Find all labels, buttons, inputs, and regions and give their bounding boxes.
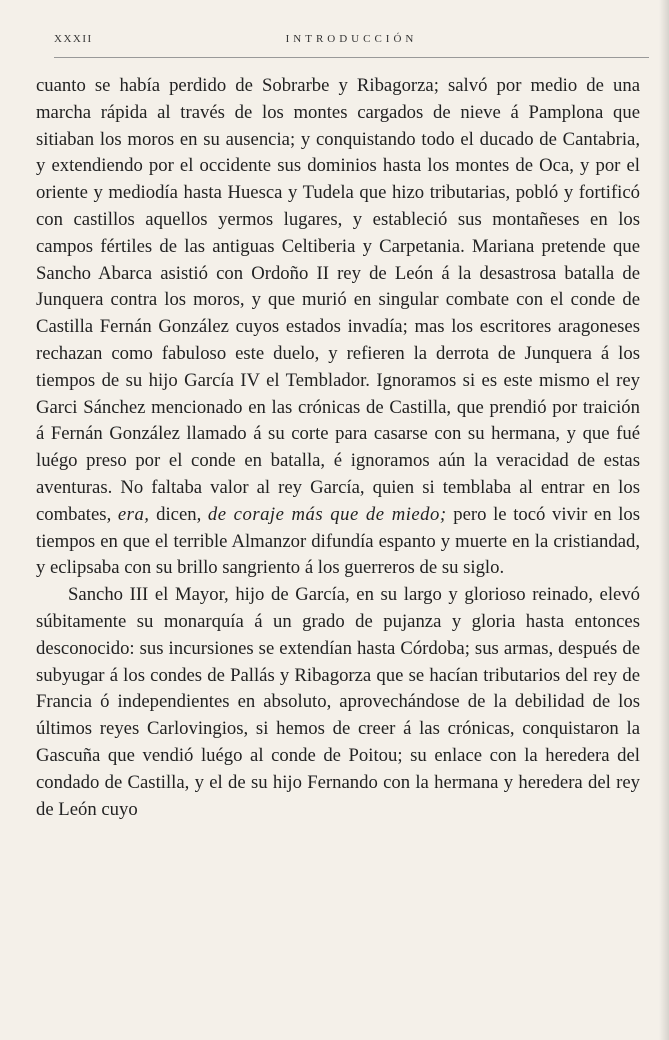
header-rule [54,57,649,58]
paragraph-1 [36,73,640,582]
page-number: XXXII [54,33,93,45]
paragraph-1-text-c: pero le tocó vivir en los tiempos en que el terrible Almanzor difundía espanto y muerte en la cristiandad, y eclipsaba con su brillo sangriento á los guerreros de su siglo. [36,503,641,579]
running-title: INTRODUCCIÓN [285,33,418,45]
italic-phrase-era: era, [117,503,150,525]
paragraph-2: Sancho III el Mayor, hijo de García, en su largo y glorioso reinado, elevó súbitamente su monarquía á un grado de pujanza y gloria hasta entonces desconocido: sus incursiones se extendían hasta Córdoba; sus armas, después de subyugar á los condes de Pallás y Ribagorza que se hacían tributarios del rey de Francia ó independientes en absoluto, aprovechándose de la debilidad de los últimos reyes Carlovingios, si hemos de creer á las crónicas, conquistaron la Gascuña que vendió luégo al conde de Poitou; su enlace con la heredera del condado de Castilla, y el de su hijo Fernando con la hermana y heredera del rey de León cuyo [36,584,640,820]
body-text [36,73,640,823]
page-edge-shadow [659,0,669,1040]
italic-phrase-coraje: de coraje más que de miedo; [207,503,447,525]
paragraph-1-text-a: cuanto se había perdido de Sobrarbe y Ribagorza; salvó por medio de una marcha rápida al través de los montes cargados de nieve á Pamplona que sitiaban los moros en su ausencia; y conquistando todo el ducado de Cantabria, y extendiendo por el occidente sus dominios hasta los montes de Oca, y por el oriente y mediodía hasta Huesca y Tudela que hizo tributarias, pobló y fortificó con castillos aquellos yermos lugares, y estableció sus montañeses en los campos fértiles de las antiguas Celtiberia y Carpetania. Mariana pretende que Sancho Abarca asistió con Ordoño II rey de León á la desastrosa batalla de Junquera contra los moros, y que murió en singular combate con el conde de Castilla Fernán González cuyos estados invadía; mas los escritores aragoneses rechazan como fabuloso este duelo, y refieren la derrota de Junquera á los tiempos de su hijo García IV el Temblador. Ignoramos si es este mismo el rey Garci Sánchez mencionado en las crónicas de Castilla, que prendió por traición á Fernán González llamado á su corte para casarse con su hermana, y que fué luégo preso por el conde en batalla, é ignoramos aún la veracidad de estas aventuras. No faltaba valor al rey García, quien si temblaba al entrar en los combates, [36,75,640,525]
paragraph-1-text-b: dicen, [156,503,202,525]
running-head [54,33,649,53]
